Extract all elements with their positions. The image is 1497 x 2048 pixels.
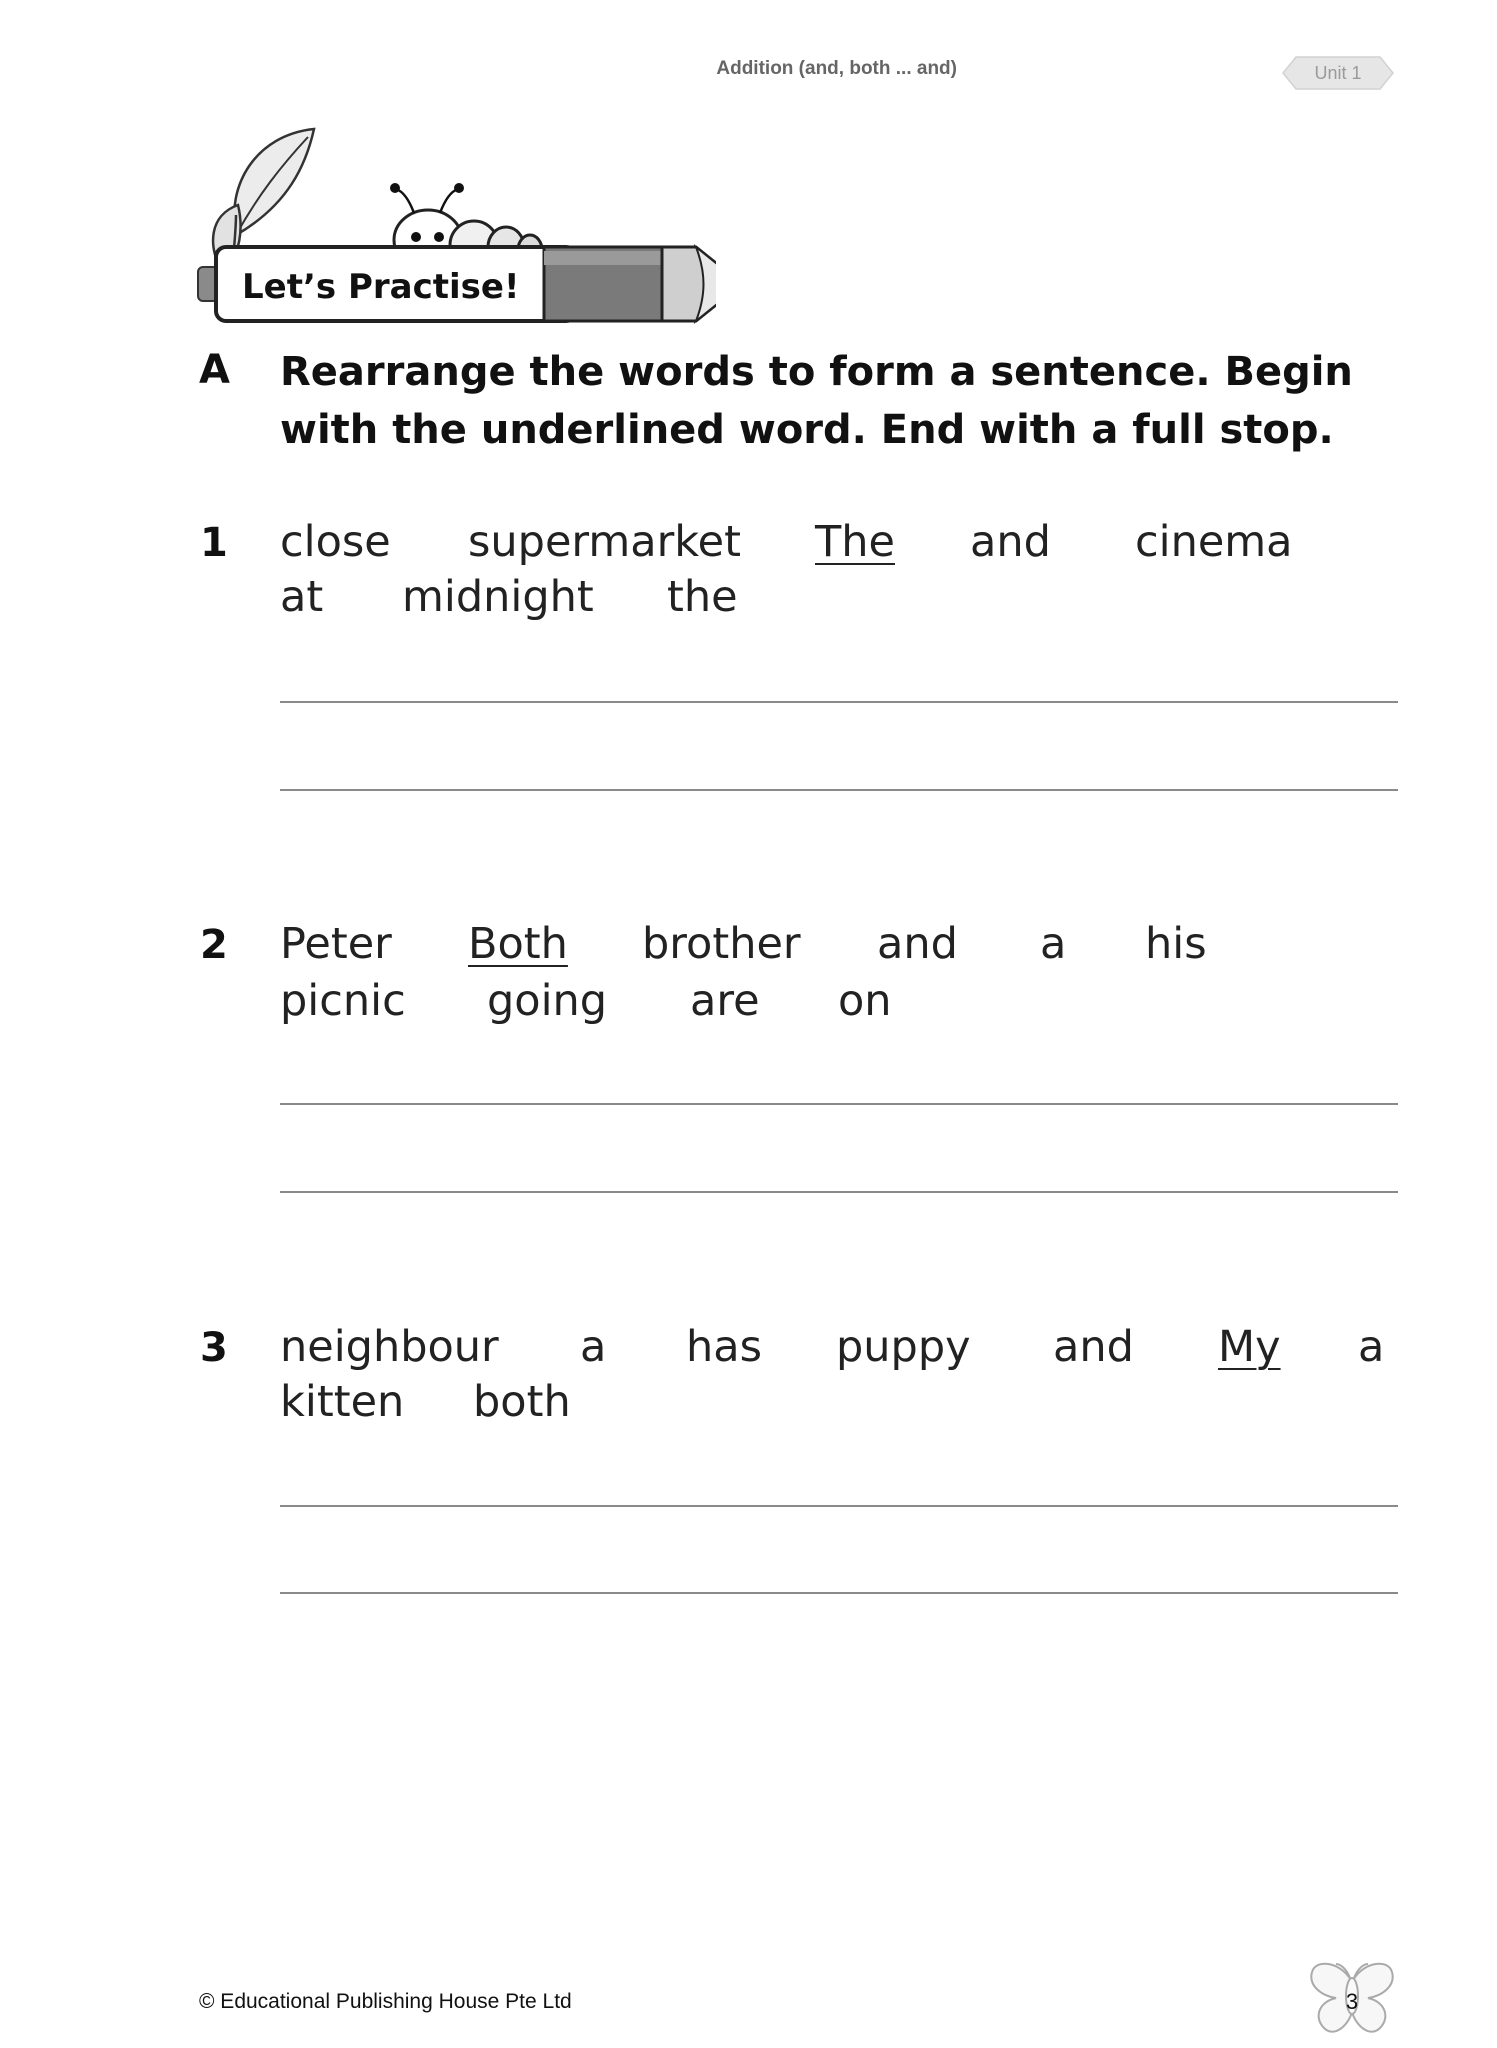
section-letter: A [199, 347, 230, 393]
word-tile: has [686, 1322, 763, 1372]
word-tile: picnic [280, 976, 406, 1026]
answer-line[interactable] [280, 701, 1398, 703]
word-tile: and [877, 919, 958, 969]
word-tile: the [667, 572, 738, 622]
underlined-word: My [1218, 1322, 1281, 1372]
question-number: 1 [200, 520, 228, 566]
word-tile: at [280, 572, 324, 622]
word-tile: cinema [1135, 517, 1293, 567]
unit-tag [1282, 56, 1394, 90]
word-tile: on [838, 976, 892, 1026]
word-tile: a [1358, 1322, 1385, 1372]
unit-label: Unit 1 [1314, 63, 1362, 83]
section-instructions: Rearrange the words to form a sentence. Begin with the underlined word. End with a full stop. [280, 349, 1353, 453]
word-tile: Peter [280, 919, 392, 969]
answer-line[interactable] [280, 1592, 1398, 1594]
word-tile: a [580, 1322, 607, 1372]
answer-line[interactable] [280, 1103, 1398, 1105]
word-tile: supermarket [468, 517, 741, 567]
word-tile: close [280, 517, 391, 567]
answer-line[interactable] [280, 789, 1398, 791]
page-number: 3 [1345, 1989, 1359, 2014]
word-tile: kitten [280, 1377, 405, 1427]
answer-line[interactable] [280, 1505, 1398, 1507]
word-tile: and [970, 517, 1051, 567]
lets-practise-banner [196, 125, 716, 330]
word-tile: are [690, 976, 760, 1026]
underlined-word: The [815, 517, 895, 567]
word-tile: midnight [402, 572, 594, 622]
underlined-word: Both [468, 919, 568, 969]
word-tile: brother [642, 919, 801, 969]
word-tile: a [1040, 919, 1067, 969]
question-number: 2 [200, 922, 228, 968]
answer-line[interactable] [280, 1191, 1398, 1193]
header-topic: Addition (and, both ... and) [716, 58, 957, 79]
word-tile: puppy [836, 1322, 971, 1372]
word-tile: his [1145, 919, 1207, 969]
copyright-notice: © Educational Publishing House Pte Ltd [199, 1990, 572, 2013]
word-tile: and [1053, 1322, 1134, 1372]
word-tile: both [473, 1377, 571, 1427]
word-tile: neighbour [280, 1322, 499, 1372]
question-number: 3 [200, 1325, 228, 1371]
word-tile: going [487, 976, 608, 1026]
banner-label: Let’s Practise! [242, 267, 520, 307]
